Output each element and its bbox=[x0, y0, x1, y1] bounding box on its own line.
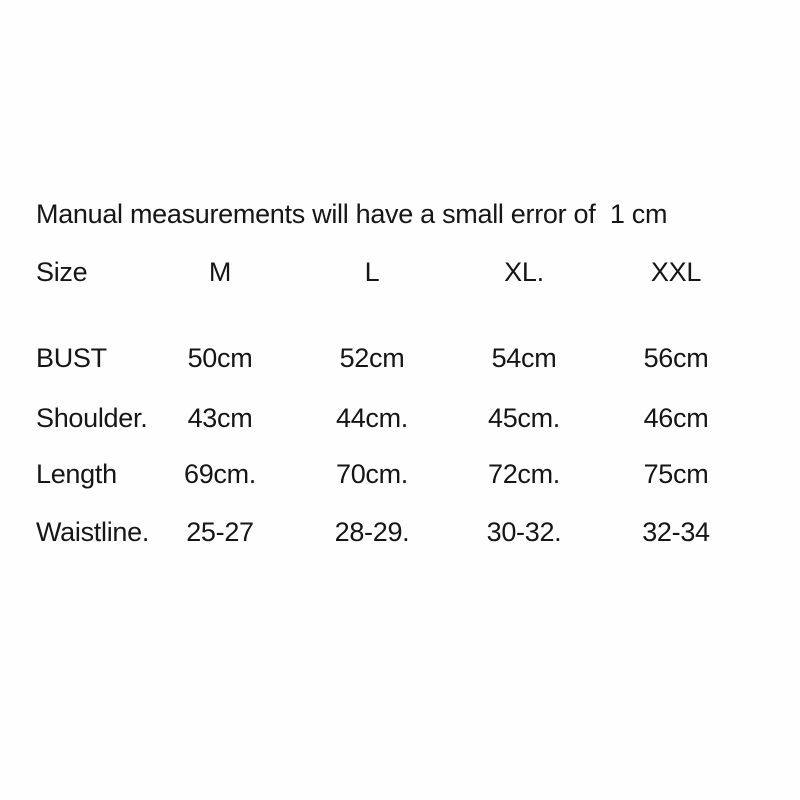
value-cell: 43cm bbox=[187, 403, 253, 433]
header-cell-xl: XL. bbox=[504, 257, 544, 287]
size-column-title: Size bbox=[36, 257, 88, 287]
value-cell: 70cm. bbox=[335, 459, 409, 489]
size-table-header-row bbox=[36, 256, 752, 288]
value-cell: 75cm bbox=[643, 459, 709, 489]
value-cell: 25-27 bbox=[186, 517, 254, 547]
row-label-length: Length bbox=[36, 459, 117, 489]
value-cell: 30-32. bbox=[486, 517, 562, 547]
table-row-waistline bbox=[36, 516, 752, 548]
header-cell-l: L bbox=[364, 257, 380, 287]
row-label-shoulder: Shoulder. bbox=[36, 403, 148, 433]
value-cell: 32-34 bbox=[642, 517, 710, 547]
value-cell: 28-29. bbox=[334, 517, 410, 547]
value-cell: 69cm. bbox=[183, 459, 257, 489]
value-cell: 56cm bbox=[643, 343, 709, 373]
header-cell-m: M bbox=[208, 257, 232, 287]
header-cell-xxl: XXL bbox=[650, 257, 702, 287]
value-cell: 44cm. bbox=[335, 403, 409, 433]
row-label-bust: BUST bbox=[36, 343, 107, 373]
value-cell: 46cm bbox=[643, 403, 709, 433]
table-row-bust bbox=[36, 342, 752, 374]
value-cell: 54cm bbox=[491, 343, 557, 373]
value-cell: 45cm. bbox=[487, 403, 561, 433]
row-label-waistline: Waistline. bbox=[36, 517, 150, 547]
table-row-length bbox=[36, 458, 752, 490]
value-cell: 72cm. bbox=[487, 459, 561, 489]
value-cell: 50cm bbox=[187, 343, 253, 373]
table-row-shoulder bbox=[36, 402, 752, 434]
measurement-disclaimer-text: Manual measurements will have a small error of 1 cm bbox=[36, 199, 668, 229]
value-cell: 52cm bbox=[339, 343, 405, 373]
